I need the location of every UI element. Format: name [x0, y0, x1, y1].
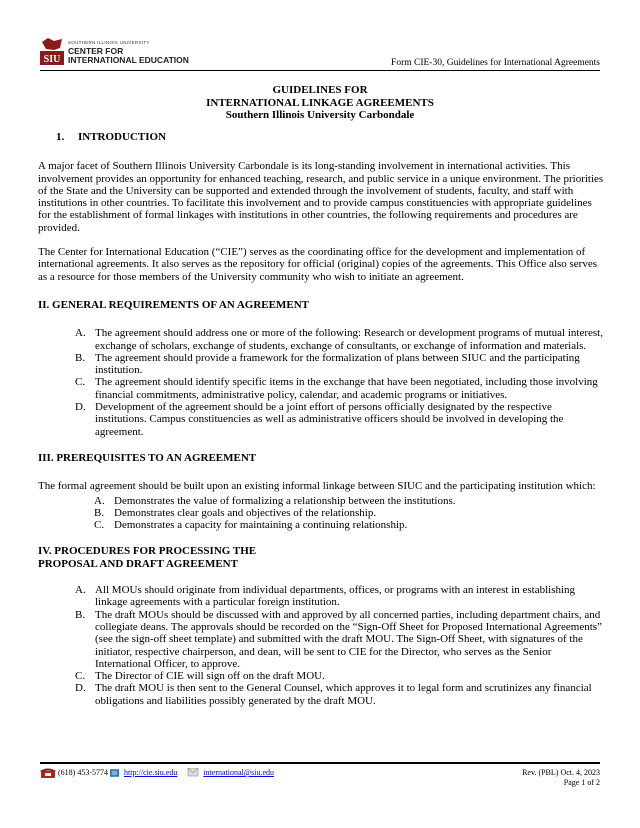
- general-requirements-list: [38, 327, 604, 438]
- list-letter: C.: [94, 519, 105, 532]
- list-item: [75, 401, 604, 438]
- footer-divider: [40, 762, 600, 764]
- telephone-icon: [40, 768, 56, 778]
- logo-title-line2: INTERNATIONAL EDUCATION: [68, 55, 189, 65]
- intro-paragraph-1: A major facet of Southern Illinois University Carbondale is its long-standing involvement in international activities. This involvement provides an opportunity for enhanced teaching, research, and public service in a unique environment. The priorities of the State and the University can be supported and extended through the involvement of students, faculty, and staff with institutions in other countries. To facilitate this involvement and to provide campus constituencies with appropriate guidelines for the establishment of formal linkages with institutions in other countries, the following requirements and procedures are provided.: [38, 160, 604, 234]
- section-general-requirements-heading: II. GENERAL REQUIREMENTS OF AN AGREEMENT: [38, 298, 309, 311]
- title-line2: INTERNATIONAL LINKAGE AGREEMENTS: [206, 96, 434, 109]
- list-item: [75, 609, 604, 670]
- list-item: [94, 495, 604, 507]
- list-letter: B.: [75, 351, 86, 364]
- section-prerequisites-heading: III. PREREQUISITES TO AN AGREEMENT: [38, 451, 257, 464]
- section-introduction-heading: [38, 131, 604, 143]
- procedures-list: [38, 584, 604, 707]
- title-line1: GUIDELINES FOR: [272, 84, 368, 96]
- list-item: [75, 352, 604, 377]
- document-body: [38, 131, 604, 721]
- form-title: Form CIE-30, Guidelines for International Agreements: [391, 58, 600, 68]
- section-procedures-heading: [38, 545, 604, 570]
- list-text: Demonstrates the value of formalizing a relationship between the institutions.: [114, 494, 456, 507]
- footer-email-link[interactable]: international@siu.edu: [203, 768, 275, 777]
- prerequisites-list: [38, 495, 604, 532]
- header-divider: [40, 70, 600, 71]
- list-item: [75, 670, 604, 682]
- footer-contact: [40, 768, 274, 778]
- footer-phone: (618) 453-5774: [58, 768, 108, 777]
- title-line3: Southern Illinois University Carbondale: [225, 109, 415, 121]
- list-text: The Director of CIE will sign off on the draft MOU.: [95, 670, 325, 683]
- list-text: The agreement should identify specific items in the exchange that have been negotiated, including those involving financial commitments, administrative policy, calendar, and academic programs or initiatives.: [95, 376, 598, 401]
- list-text: Demonstrates clear goals and objectives of the relationship.: [114, 506, 377, 519]
- list-item: [75, 327, 604, 352]
- list-item: [75, 584, 604, 609]
- list-text: The draft MOU is then sent to the General Counsel, which approves it to legal form and scrutinizes any financial obligations and liabilities possibly generated by the draft MOU.: [95, 682, 592, 707]
- list-item: [75, 376, 604, 401]
- list-text: The agreement should provide a framework for the formalization of plans between SIUC and the participating institution.: [95, 351, 580, 377]
- intro-paragraph-2: The Center for International Education (“CIE”) serves as the coordinating office for the development and implementation of international agreements. It also serves as the repository for official (original) copies of the agreements. This Office also serves as a resource for those members of the University community who wish to initiate an agreement.: [38, 246, 597, 283]
- list-letter: A.: [75, 584, 86, 597]
- footer-page-number: Page 1 of 2: [563, 778, 600, 787]
- mail-icon: [185, 768, 201, 778]
- document-title: [40, 84, 600, 122]
- list-text: Demonstrates a capacity for maintaining a continuing relationship.: [114, 519, 408, 532]
- procedures-heading-line2: PROPOSAL AND DRAFT AGREEMENT: [38, 557, 238, 570]
- cie-logo: [40, 38, 200, 66]
- footer-website-link[interactable]: http://cie.siu.edu: [124, 768, 178, 777]
- list-item: [94, 519, 604, 531]
- footer-revision: Rev. (PBL) Oct. 4, 2023: [522, 768, 600, 777]
- list-letter: D.: [75, 682, 86, 695]
- list-letter: C.: [75, 670, 86, 683]
- list-item: [75, 682, 604, 707]
- list-text: Development of the agreement should be a joint effort of persons officially designated by the respective institutions. Campus constituencies as well as administrative officers should be involved in developing the agreement.: [95, 401, 564, 438]
- list-item: [94, 507, 604, 519]
- logo-mark-text: SIU: [43, 54, 61, 65]
- globe-icon: [110, 768, 122, 778]
- list-letter: B.: [75, 608, 86, 621]
- logo-title-line1: CENTER FOR: [68, 46, 124, 56]
- siu-logo-icon: [40, 38, 64, 66]
- list-letter: C.: [75, 376, 86, 389]
- procedures-heading-line1: IV. PROCEDURES FOR PROCESSING THE: [38, 545, 257, 558]
- list-text: The draft MOUs should be discussed with and approved by all concerned parties, including department chairs, and collegiate deans. The approvals should be recorded on the “Sign-Off Sheet for Proposed International Agreements” (see the sign-off sheet template) and submitted with the draft MOU. The Sign-Off Sheet, with signatures of the initiator, respective chairperson, and dean, will be sent to CIE for the Director, who serves as the Senior International Officer, to approve.: [95, 608, 602, 670]
- section-heading-text: INTRODUCTION: [78, 131, 167, 143]
- list-letter: D.: [75, 401, 86, 414]
- list-letter: A.: [75, 327, 86, 340]
- logo-university-name: SOUTHERN ILLINOIS UNIVERSITY: [68, 40, 150, 45]
- footer-revision-info: [522, 768, 600, 788]
- prerequisites-intro: The formal agreement should be built upon an existing informal linkage between SIUC and the participating institution which:: [38, 480, 596, 493]
- section-number: 1.: [56, 131, 65, 143]
- list-letter: B.: [94, 506, 105, 519]
- list-text: All MOUs should originate from individual departments, offices, or programs with an interest in establishing linkage agreements with a particular foreign institution.: [95, 584, 576, 609]
- list-text: The agreement should address one or more of the following: Research or development programs of mutual interest, exchange of scholars, exchange of students, exchange of consultants, or exchange of information and materials.: [95, 327, 603, 352]
- list-letter: A.: [94, 494, 105, 507]
